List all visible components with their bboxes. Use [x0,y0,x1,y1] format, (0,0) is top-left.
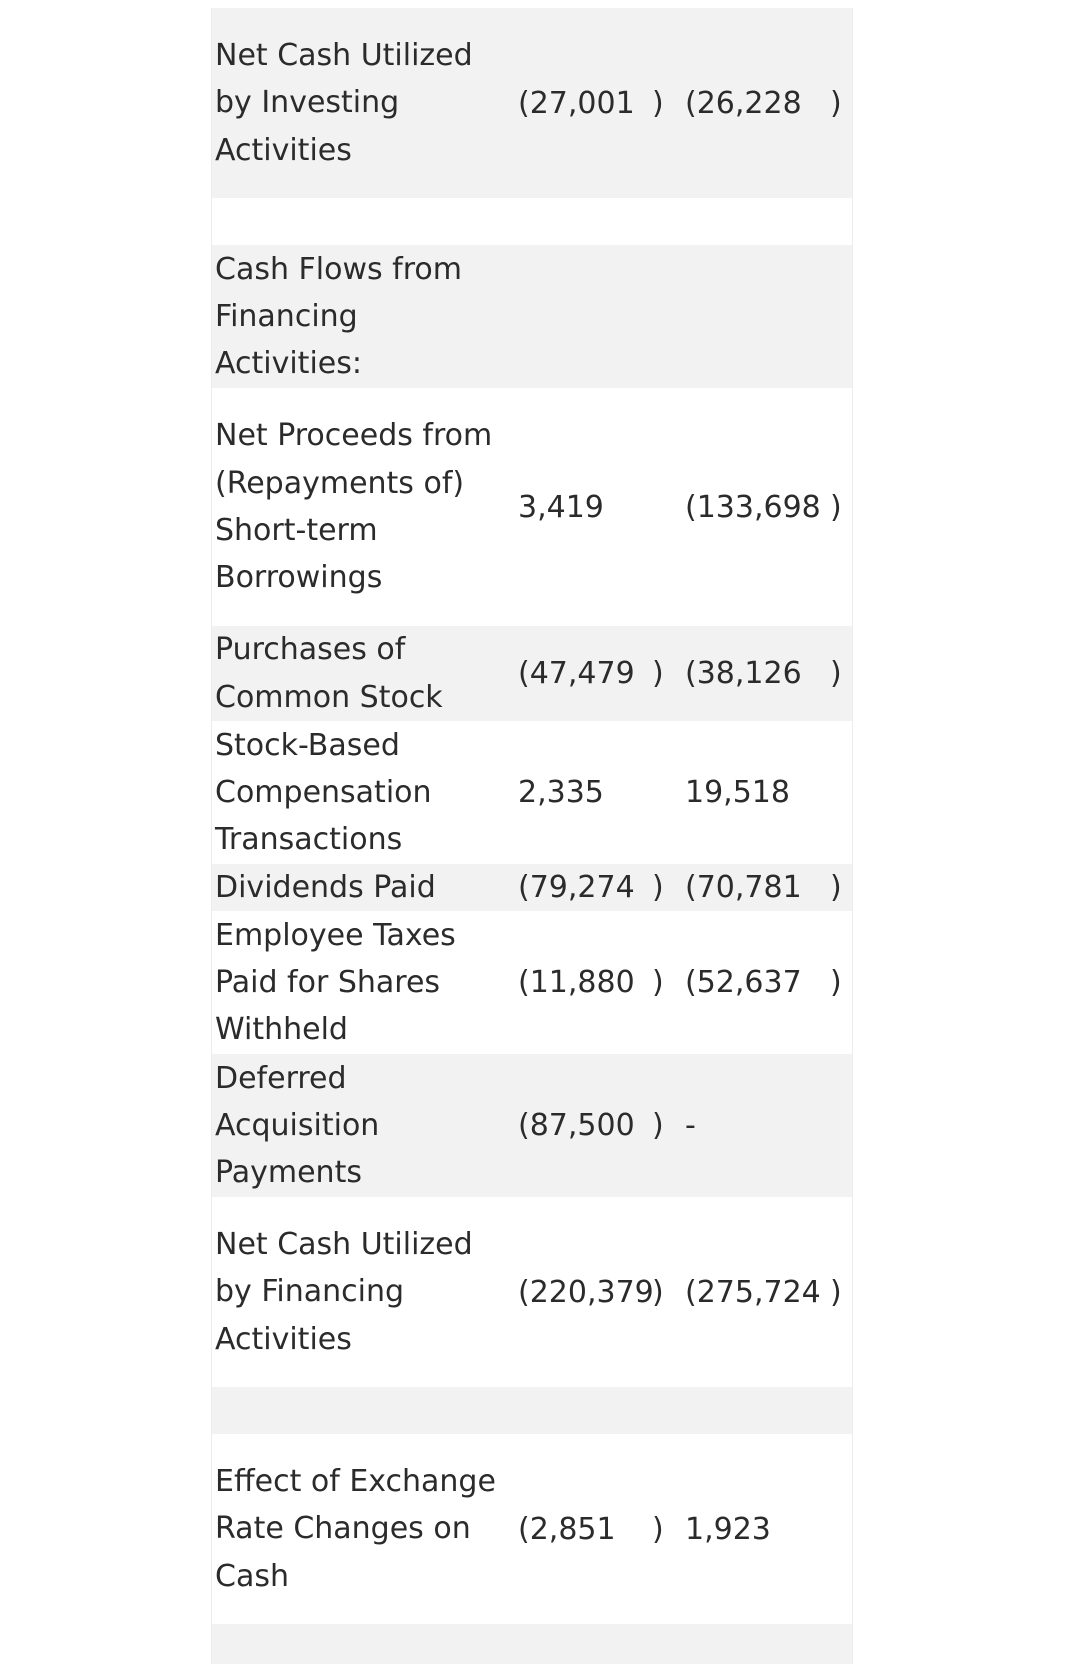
prior-year-value: 1,923 [685,1511,771,1547]
table-row [212,1197,852,1387]
current-year-paren: ) [652,1108,664,1143]
current-year-value: (27,001 [518,85,635,121]
prior-year-value: (275,724 [685,1274,821,1310]
prior-year-value: (70,781 [685,870,802,905]
current-year-value: (79,274 [518,870,635,905]
current-year-paren: ) [652,870,664,905]
current-year-value: (220,379 [518,1274,654,1310]
section-heading: Cash Flows from Financing Activities: [215,251,462,382]
current-year-value: (47,479 [518,656,635,691]
table-row [212,388,852,626]
current-year-value: 3,419 [518,489,604,525]
current-year-paren: ) [652,85,664,121]
current-year-value: (2,851 [518,1511,616,1547]
prior-year-paren: ) [830,489,842,525]
cash-flow-table [211,8,853,1664]
table-row [212,245,852,388]
spacer-row [212,1387,852,1434]
prior-year-paren: ) [830,870,842,905]
table-row [212,626,852,721]
prior-year-value: 19,518 [685,775,790,810]
prior-year-value: (26,228 [685,85,802,121]
row-label: Stock-Based Compensation Transactions [215,727,432,858]
prior-year-value: - [685,1108,696,1143]
prior-year-paren: ) [830,85,842,121]
row-label: Employee Taxes Paid for Shares Withheld [215,917,456,1048]
current-year-paren: ) [652,965,664,1000]
spacer-row [212,198,852,245]
current-year-paren: ) [652,1511,664,1547]
table-row [212,911,852,1054]
prior-year-paren: ) [830,1274,842,1310]
prior-year-value: (38,126 [685,656,802,691]
table-row [212,1054,852,1197]
prior-year-paren: ) [830,656,842,691]
row-label: Deferred Acquisition Payments [215,1060,380,1191]
row-label: Net Cash Utilized by Financing Activities [215,1227,473,1357]
prior-year-value: (133,698 [685,489,821,525]
row-label: Effect of Exchange Rate Changes on Cash [215,1464,496,1594]
table-row [212,721,852,864]
table-row [212,864,852,911]
row-label: Net Proceeds from (Repayments of) Short-term Borrowings [215,418,493,596]
current-year-value: (11,880 [518,965,635,1000]
current-year-paren: ) [652,656,664,691]
row-label: Purchases of Common Stock [215,632,443,715]
row-label: Dividends Paid [215,869,436,905]
current-year-value: (87,500 [518,1108,635,1143]
table-row [212,1434,852,1624]
spacer-row [212,1624,852,1664]
prior-year-value: (52,637 [685,965,802,1000]
current-year-value: 2,335 [518,775,604,810]
row-label: Net Cash Utilized by Investing Activities [215,38,473,168]
prior-year-paren: ) [830,965,842,1000]
current-year-paren: ) [652,1274,664,1310]
table-row [212,8,852,198]
